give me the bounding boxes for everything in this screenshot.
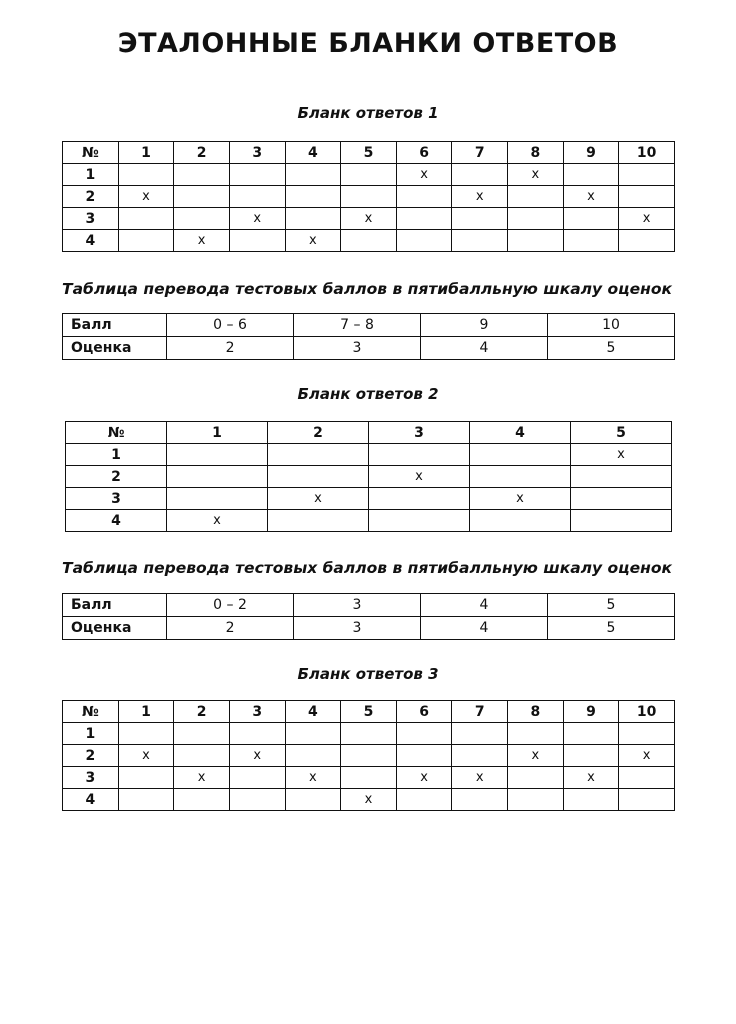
empty-cell — [118, 230, 174, 252]
score-range-cell: 4 — [421, 594, 548, 617]
empty-cell — [563, 164, 619, 186]
answer-mark-cell: x — [268, 488, 369, 510]
answer-mark-cell: x — [167, 510, 268, 532]
empty-cell — [470, 444, 571, 466]
empty-cell — [118, 789, 174, 811]
empty-cell — [174, 208, 230, 230]
empty-cell — [285, 745, 341, 767]
empty-cell — [174, 186, 230, 208]
grade-value-cell: 3 — [294, 617, 421, 640]
score-range-cell: 7 – 8 — [294, 314, 421, 337]
empty-cell — [470, 466, 571, 488]
question-column-header: 7 — [452, 701, 508, 723]
question-column-header: 5 — [571, 422, 672, 444]
number-column-header: № — [66, 422, 167, 444]
score-range-cell: 3 — [294, 594, 421, 617]
grade-row — [63, 337, 675, 360]
row-number-cell: 2 — [63, 745, 119, 767]
empty-cell — [118, 723, 174, 745]
empty-cell — [396, 723, 452, 745]
grade-value-cell: 4 — [421, 617, 548, 640]
empty-cell — [452, 230, 508, 252]
empty-cell — [396, 208, 452, 230]
question-column-header: 4 — [285, 701, 341, 723]
answer-mark-cell: x — [174, 230, 230, 252]
answer-mark-cell: x — [396, 767, 452, 789]
score-range-cell: 0 – 2 — [167, 594, 294, 617]
empty-cell — [452, 789, 508, 811]
question-column-header: 10 — [619, 142, 675, 164]
empty-cell — [571, 466, 672, 488]
empty-cell — [369, 488, 470, 510]
answer-mark-cell: x — [619, 745, 675, 767]
answer-mark-cell: x — [563, 767, 619, 789]
question-column-header: 7 — [452, 142, 508, 164]
empty-cell — [285, 164, 341, 186]
question-column-header: 3 — [229, 701, 285, 723]
empty-cell — [268, 466, 369, 488]
empty-cell — [619, 789, 675, 811]
row-number-cell: 4 — [63, 789, 119, 811]
score-row — [63, 594, 675, 617]
answer-mark-cell: x — [563, 186, 619, 208]
empty-cell — [571, 510, 672, 532]
empty-cell — [508, 208, 564, 230]
question-column-header: 10 — [619, 701, 675, 723]
answer-mark-cell: x — [341, 208, 397, 230]
empty-cell — [118, 164, 174, 186]
answer-sheet-1-title: Бланк ответов 1 — [297, 104, 439, 122]
empty-cell — [508, 230, 564, 252]
empty-cell — [341, 723, 397, 745]
empty-cell — [563, 230, 619, 252]
score-range-cell: 0 – 6 — [167, 314, 294, 337]
table-row — [63, 186, 675, 208]
grade-row — [63, 617, 675, 640]
empty-cell — [452, 723, 508, 745]
empty-cell — [563, 789, 619, 811]
question-column-header: 6 — [396, 142, 452, 164]
table-row — [63, 745, 675, 767]
empty-cell — [285, 789, 341, 811]
answer-mark-cell: x — [452, 186, 508, 208]
table-row — [63, 208, 675, 230]
answer-mark-cell: x — [619, 208, 675, 230]
empty-cell — [167, 466, 268, 488]
answer-mark-cell: x — [396, 164, 452, 186]
empty-cell — [285, 186, 341, 208]
empty-cell — [174, 723, 230, 745]
grade-value-cell: 3 — [294, 337, 421, 360]
answer-mark-cell: x — [229, 208, 285, 230]
question-column-header: 4 — [470, 422, 571, 444]
question-column-header: 5 — [341, 142, 397, 164]
score-range-cell: 5 — [547, 594, 674, 617]
empty-cell — [229, 789, 285, 811]
answer-mark-cell: x — [285, 767, 341, 789]
conversion-table-1-title: Таблица перевода тестовых баллов в пятибалльную шкалу оценок — [62, 280, 673, 298]
row-number-cell: 2 — [66, 466, 167, 488]
table-row — [66, 444, 672, 466]
empty-cell — [619, 723, 675, 745]
empty-cell — [508, 767, 564, 789]
empty-cell — [619, 230, 675, 252]
row-number-cell: 1 — [66, 444, 167, 466]
empty-cell — [118, 767, 174, 789]
question-column-header: 9 — [563, 701, 619, 723]
empty-cell — [341, 745, 397, 767]
empty-cell — [118, 208, 174, 230]
row-number-cell: 4 — [66, 510, 167, 532]
question-column-header: 1 — [167, 422, 268, 444]
answer-sheet-2-table — [65, 421, 672, 532]
row-number-cell: 4 — [63, 230, 119, 252]
header-row — [63, 701, 675, 723]
empty-cell — [452, 745, 508, 767]
row-number-cell: 3 — [63, 767, 119, 789]
answer-mark-cell: x — [118, 745, 174, 767]
empty-cell — [508, 186, 564, 208]
empty-cell — [396, 230, 452, 252]
empty-cell — [508, 789, 564, 811]
score-row — [63, 314, 675, 337]
empty-cell — [341, 230, 397, 252]
question-column-header: 8 — [508, 701, 564, 723]
empty-cell — [268, 510, 369, 532]
table-row — [63, 789, 675, 811]
conversion-table-2 — [62, 593, 675, 640]
table-row — [63, 164, 675, 186]
answer-mark-cell: x — [369, 466, 470, 488]
empty-cell — [619, 186, 675, 208]
empty-cell — [341, 164, 397, 186]
header-row — [63, 142, 675, 164]
row-number-cell: 1 — [63, 723, 119, 745]
answer-sheet-3-title: Бланк ответов 3 — [297, 665, 439, 683]
answer-mark-cell: x — [470, 488, 571, 510]
question-column-header: 2 — [268, 422, 369, 444]
empty-cell — [174, 745, 230, 767]
answer-mark-cell: x — [341, 789, 397, 811]
answer-mark-cell: x — [571, 444, 672, 466]
answer-mark-cell: x — [229, 745, 285, 767]
empty-cell — [396, 789, 452, 811]
empty-cell — [563, 723, 619, 745]
empty-cell — [174, 789, 230, 811]
empty-cell — [452, 208, 508, 230]
empty-cell — [452, 164, 508, 186]
row-number-cell: 1 — [63, 164, 119, 186]
empty-cell — [174, 164, 230, 186]
empty-cell — [341, 767, 397, 789]
grade-value-cell: 2 — [167, 617, 294, 640]
answer-mark-cell: x — [452, 767, 508, 789]
conversion-table-2-title: Таблица перевода тестовых баллов в пятибалльную шкалу оценок — [62, 559, 673, 577]
answer-mark-cell: x — [508, 745, 564, 767]
empty-cell — [229, 723, 285, 745]
empty-cell — [369, 510, 470, 532]
empty-cell — [229, 186, 285, 208]
table-row — [63, 767, 675, 789]
table-row — [66, 488, 672, 510]
empty-cell — [396, 186, 452, 208]
conversion-table-1 — [62, 313, 675, 360]
empty-cell — [619, 164, 675, 186]
empty-cell — [229, 230, 285, 252]
row-number-cell: 3 — [66, 488, 167, 510]
answer-mark-cell: x — [174, 767, 230, 789]
table-row — [66, 466, 672, 488]
table-row — [63, 723, 675, 745]
empty-cell — [571, 488, 672, 510]
question-column-header: 3 — [229, 142, 285, 164]
row-number-cell: 3 — [63, 208, 119, 230]
empty-cell — [167, 488, 268, 510]
question-column-header: 3 — [369, 422, 470, 444]
question-column-header: 2 — [174, 142, 230, 164]
question-column-header: 5 — [341, 701, 397, 723]
answer-sheet-2-title: Бланк ответов 2 — [297, 385, 439, 403]
question-column-header: 2 — [174, 701, 230, 723]
answer-mark-cell: x — [118, 186, 174, 208]
empty-cell — [167, 444, 268, 466]
question-column-header: 1 — [118, 701, 174, 723]
question-column-header: 6 — [396, 701, 452, 723]
question-column-header: 4 — [285, 142, 341, 164]
grade-value-cell: 4 — [421, 337, 548, 360]
empty-cell — [396, 745, 452, 767]
empty-cell — [268, 444, 369, 466]
table-row — [66, 510, 672, 532]
number-column-header: № — [63, 142, 119, 164]
question-column-header: 9 — [563, 142, 619, 164]
grade-value-cell: 5 — [547, 337, 674, 360]
score-label-cell: Балл — [63, 314, 167, 337]
empty-cell — [285, 723, 341, 745]
empty-cell — [508, 723, 564, 745]
empty-cell — [341, 186, 397, 208]
grade-value-cell: 5 — [547, 617, 674, 640]
empty-cell — [229, 164, 285, 186]
empty-cell — [470, 510, 571, 532]
number-column-header: № — [63, 701, 119, 723]
question-column-header: 8 — [508, 142, 564, 164]
empty-cell — [229, 767, 285, 789]
header-row — [66, 422, 672, 444]
answer-mark-cell: x — [508, 164, 564, 186]
answer-mark-cell: x — [285, 230, 341, 252]
grade-label-cell: Оценка — [63, 617, 167, 640]
score-label-cell: Балл — [63, 594, 167, 617]
empty-cell — [563, 208, 619, 230]
empty-cell — [563, 745, 619, 767]
answer-sheet-3-table — [62, 700, 675, 811]
question-column-header: 1 — [118, 142, 174, 164]
empty-cell — [285, 208, 341, 230]
score-range-cell: 9 — [421, 314, 548, 337]
empty-cell — [619, 767, 675, 789]
empty-cell — [369, 444, 470, 466]
row-number-cell: 2 — [63, 186, 119, 208]
grade-value-cell: 2 — [167, 337, 294, 360]
table-row — [63, 230, 675, 252]
page-title: ЭТАЛОННЫЕ БЛАНКИ ОТВЕТОВ — [117, 28, 619, 59]
score-range-cell: 10 — [547, 314, 674, 337]
answer-sheet-1-table — [62, 141, 675, 252]
grade-label-cell: Оценка — [63, 337, 167, 360]
